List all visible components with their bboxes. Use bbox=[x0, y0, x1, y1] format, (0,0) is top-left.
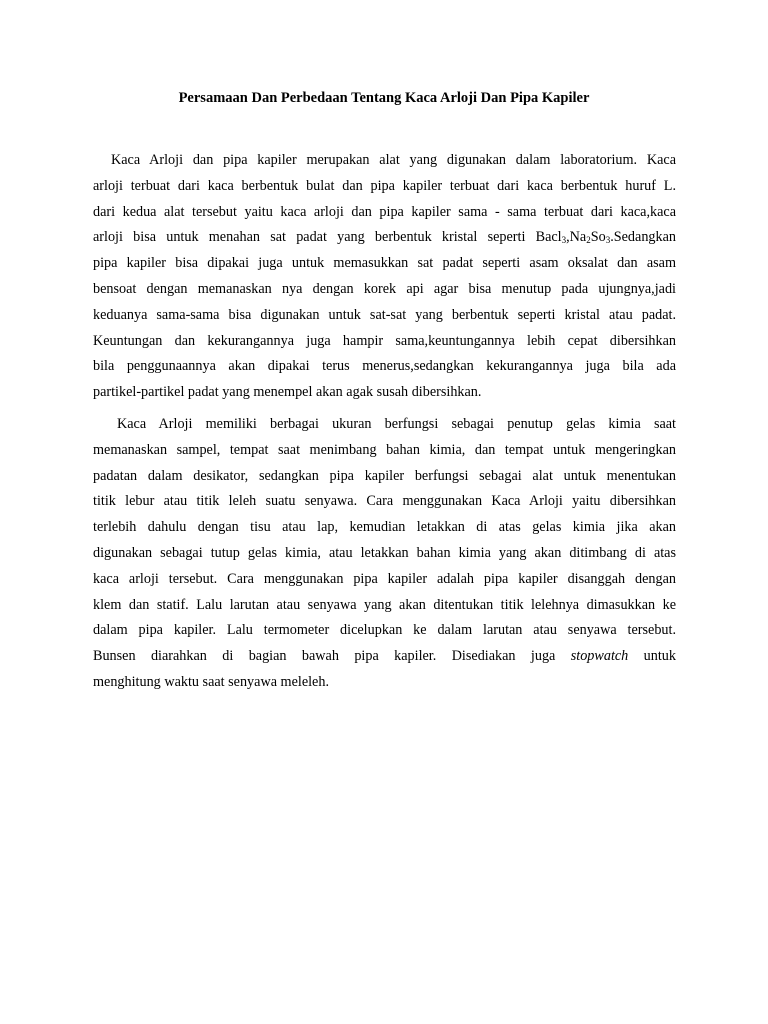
paragraph-line: pipa kapiler bisa dipakai juga untuk memasukkan sat padat seperti asam oksalat dan asam bbox=[93, 255, 676, 272]
paragraph-line: bila penggunaannya akan dipakai terus menerus,sedangkan kekurangannya juga bila ada bbox=[93, 358, 676, 375]
formula-text: ,Na bbox=[566, 229, 587, 246]
paragraph-line: partikel-partikel padat yang menempel akan agak susah dibersihkan. bbox=[93, 384, 482, 401]
line-text: Bunsen diarahkan di bagian bawah pipa kapiler. Disediakan juga bbox=[93, 648, 556, 665]
paragraph-line-stopwatch bbox=[93, 644, 676, 670]
paragraph-line: dari kedua alat tersebut yaitu kaca arloji dan pipa kapiler sama - sama terbuat dari kaca,kaca bbox=[93, 203, 676, 220]
paragraph-line: Kaca Arloji memiliki berbagai ukuran berfungsi sebagai penutup gelas kimia saat bbox=[117, 415, 676, 432]
paragraph-line-formula bbox=[93, 225, 676, 251]
paragraph-line: menghitung waktu saat senyawa meleleh. bbox=[93, 673, 329, 690]
paragraph-line: Kaca Arloji dan pipa kapiler merupakan alat yang digunakan dalam laboratorium. Kaca bbox=[111, 152, 676, 168]
subscript: 3 bbox=[561, 235, 567, 246]
paragraph-line: arloji terbuat dari kaca berbentuk bulat dan pipa kapiler terbuat dari kaca berbentuk huruf L. bbox=[93, 177, 676, 194]
paragraph-line: digunakan sebagai tutup gelas kimia, atau letakkan bahan kimia yang akan ditimbang di atas bbox=[93, 544, 676, 561]
paragraph-line: Keuntungan dan kekurangannya juga hampir sama,keuntungannya lebih cepat dibersihkan bbox=[93, 332, 676, 349]
paragraph-line: klem dan statif. Lalu larutan atau senyawa yang akan ditentukan titik lelehnya dimasukkan ke bbox=[93, 596, 676, 613]
paragraph-line: titik lebur atau titik leleh suatu senyawa. Cara menggunakan Kaca Arloji yaitu dibersihkan bbox=[93, 493, 676, 510]
document-title: Persamaan Dan Perbedaan Tentang Kaca Arloji Dan Pipa Kapiler bbox=[178, 90, 590, 106]
paragraph-line: bensoat dengan memanaskan nya dengan korek api agar bisa menutup pada ujungnya,jadi bbox=[93, 280, 676, 297]
paragraph-line: kaca arloji tersebut. Cara menggunakan pipa kapiler adalah pipa kapiler disanggah dengan bbox=[93, 570, 676, 587]
paragraph-line: padatan dalam desikator, sedangkan pipa kapiler berfungsi sebagai alat untuk menentukan bbox=[93, 467, 676, 484]
paragraph-1 bbox=[93, 148, 676, 406]
document-body bbox=[93, 148, 676, 696]
line-text: untuk bbox=[643, 648, 676, 665]
formula-text: .Sedangkan bbox=[610, 229, 676, 246]
paragraph-line: memanaskan sampel, tempat saat menimbang bahan kimia, dan tempat untuk mengeringkan bbox=[93, 441, 676, 458]
paragraph-line: keduanya sama-sama bisa digunakan untuk sat-sat yang berbentuk seperti kristal atau padat. bbox=[93, 306, 676, 323]
paragraph-line: terlebih dahulu dengan tisu atau lap, kemudian letakkan di atas gelas kimia jika akan bbox=[93, 519, 676, 536]
paragraph-2 bbox=[93, 412, 676, 696]
italic-term: stopwatch bbox=[570, 648, 629, 665]
formula-text: So bbox=[590, 229, 606, 246]
subscript: 3 bbox=[605, 235, 611, 246]
paragraph-line: dalam pipa kapiler. Lalu termometer dicelupkan ke dalam larutan atau senyawa tersebut. bbox=[93, 622, 676, 639]
formula-text: arloji bisa untuk menahan sat padat yang berbentuk kristal seperti Bacl bbox=[93, 229, 562, 246]
subscript: 2 bbox=[586, 235, 591, 246]
